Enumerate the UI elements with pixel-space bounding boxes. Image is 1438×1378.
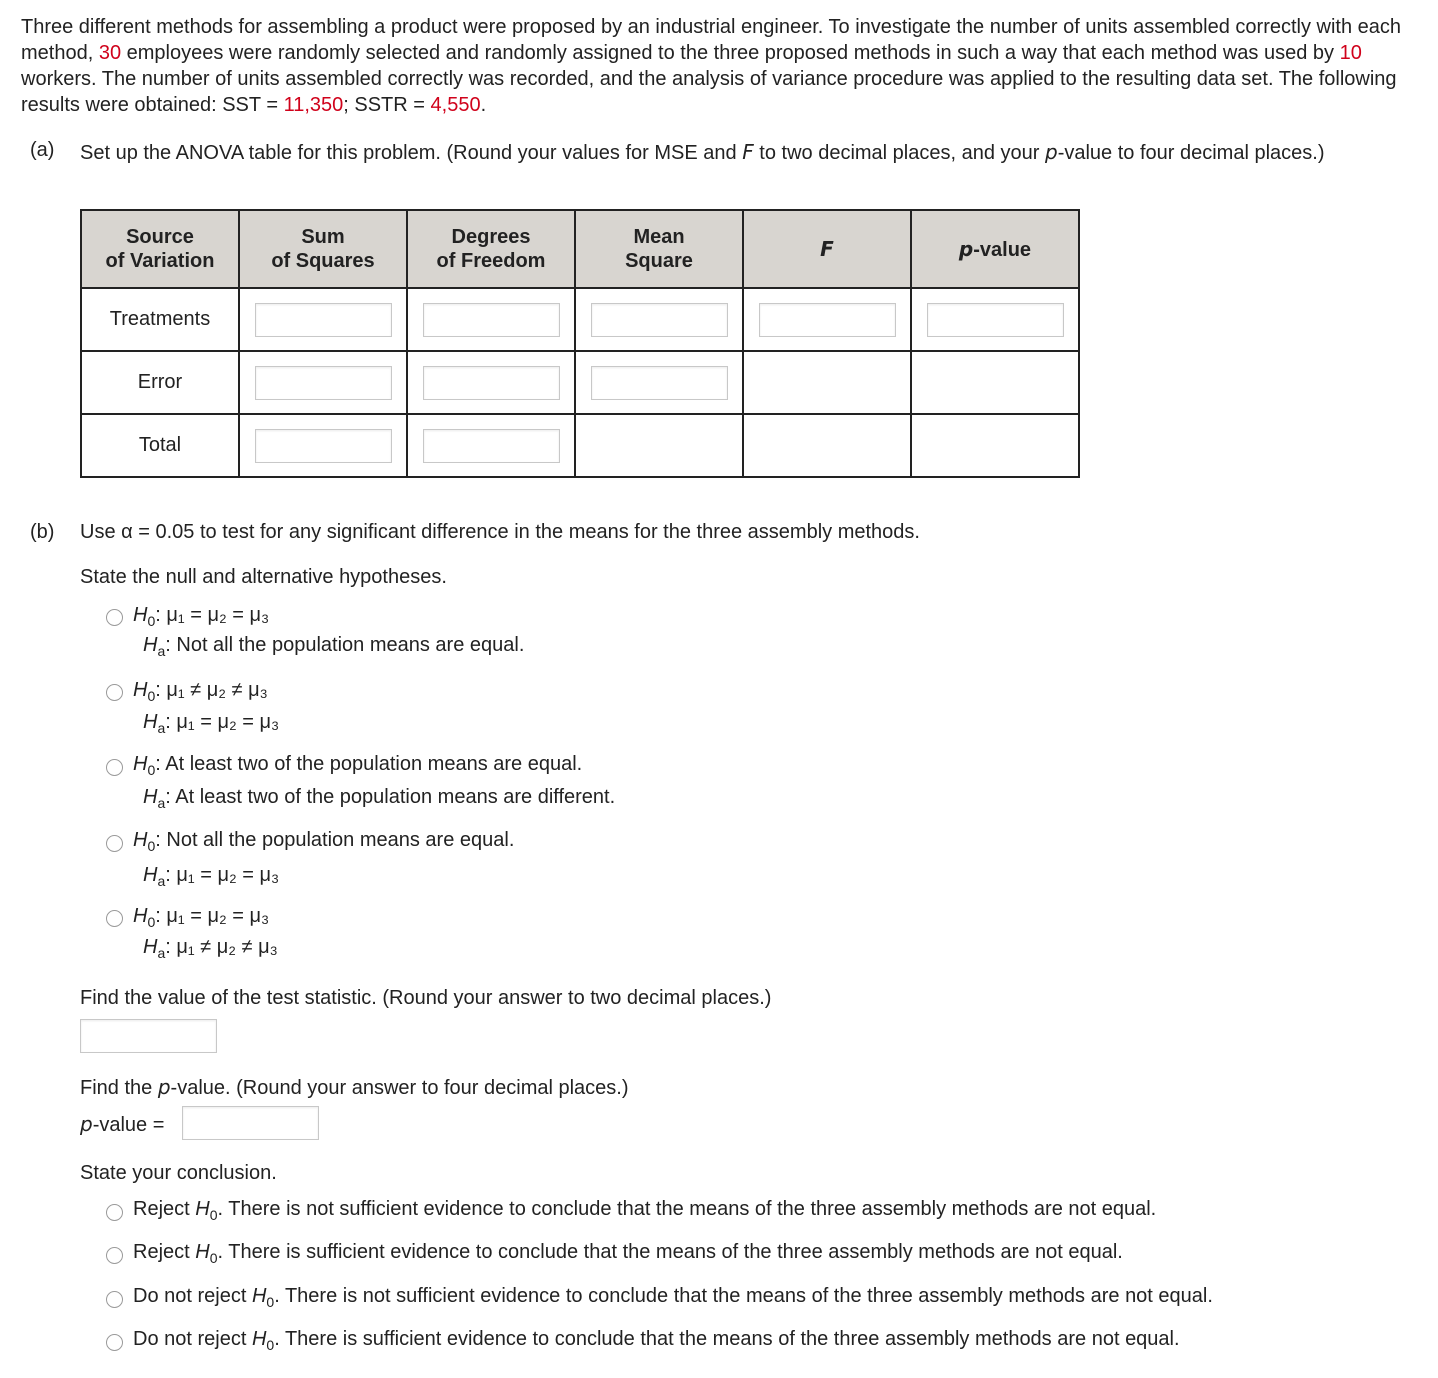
treatments-ss-input[interactable] bbox=[255, 303, 392, 337]
conclusion-option-2-radio[interactable] bbox=[106, 1247, 123, 1264]
hypothesis-option-1-radio[interactable] bbox=[106, 609, 123, 626]
hypothesis-option-2-alt: $H_a$: μ₁ = μ₂ = μ₃ bbox=[143, 711, 280, 736]
header-source: Source of Variation bbox=[81, 210, 239, 288]
workers-count: 10 bbox=[1339, 42, 1362, 64]
intro-text-1: Three different methods for assembling a product were proposed by an industrial engineer. To investigate the number of units assembled correctly with each method, bbox=[21, 16, 1402, 64]
treatments-df-input[interactable] bbox=[423, 303, 560, 337]
total-ss-input[interactable] bbox=[255, 429, 392, 463]
conclusion-option-4: Do not reject $H_0$. There is sufficient evidence to conclude that the means of the three assembly methods are not equal. bbox=[133, 1328, 1180, 1353]
conclusion-option-3-radio[interactable] bbox=[106, 1291, 123, 1308]
hypothesis-option-4-radio[interactable] bbox=[106, 835, 123, 852]
conclusion-option-3: Do not reject $H_0$. There is not sufficient evidence to conclude that the means of the three assembly methods are not equal. bbox=[133, 1285, 1213, 1310]
p-value-prompt: Find the p-value. (Round your answer to four decimal places.) bbox=[80, 1075, 629, 1099]
empty-cell bbox=[743, 351, 911, 414]
hypothesis-option-2-radio[interactable] bbox=[106, 684, 123, 701]
hypothesis-option-4-null: $H_0$: Not all the population means are equal. bbox=[133, 829, 515, 854]
treatments-f-input[interactable] bbox=[759, 303, 896, 337]
part-a-instructions bbox=[80, 139, 1410, 166]
intro-text-2: employees were randomly selected and randomly assigned to the three proposed methods in such a way that each method was used by bbox=[126, 42, 1335, 64]
conclusion-option-4-radio[interactable] bbox=[106, 1334, 123, 1351]
hypothesis-option-2-null: $H_0$: μ₁ ≠ μ₂ ≠ μ₃ bbox=[133, 679, 268, 704]
anova-header-row bbox=[81, 210, 1079, 288]
anova-table bbox=[80, 209, 1080, 478]
empty-cell bbox=[911, 414, 1079, 477]
empty-cell bbox=[575, 414, 743, 477]
row-treatments bbox=[81, 288, 1079, 351]
treatments-ms-input[interactable] bbox=[591, 303, 728, 337]
hypothesis-option-3-null: $H_0$: At least two of the population means are equal. bbox=[133, 753, 583, 778]
intro-text-4: ; SSTR = bbox=[343, 94, 425, 116]
hypothesis-option-3-radio[interactable] bbox=[106, 759, 123, 776]
part-a-label: (a) bbox=[30, 139, 55, 161]
conclusion-option-1: Reject $H_0$. There is not sufficient evidence to conclude that the means of the three assembly methods are not equal. bbox=[133, 1198, 1157, 1223]
hypothesis-option-5-radio[interactable] bbox=[106, 910, 123, 927]
header-degrees-of-freedom: Degrees of Freedom bbox=[407, 210, 575, 288]
employees-count: 30 bbox=[98, 42, 122, 64]
sstr-value: 4,550 bbox=[430, 94, 481, 116]
hypothesis-option-5-null: $H_0$: μ₁ = μ₂ = μ₃ bbox=[133, 905, 270, 930]
part-a-text-2: to two decimal places, and your bbox=[759, 142, 1040, 164]
hypothesis-option-1-alt: $H_a$: Not all the population means are equal. bbox=[143, 634, 525, 659]
p-letter: p bbox=[1045, 140, 1058, 164]
header-f: F bbox=[743, 210, 911, 288]
error-df-input[interactable] bbox=[423, 366, 560, 400]
sst-value: 11,350 bbox=[283, 94, 344, 116]
problem-statement bbox=[21, 14, 1421, 118]
hypothesis-option-5-alt: $H_a$: μ₁ ≠ μ₂ ≠ μ₃ bbox=[143, 936, 278, 961]
test-statistic-input[interactable] bbox=[80, 1019, 217, 1053]
alpha-instruction: Use α = 0.05 to test for any significant difference in the means for the three assembly methods. bbox=[80, 521, 920, 543]
error-ss-input[interactable] bbox=[255, 366, 392, 400]
f-letter: F bbox=[742, 140, 754, 164]
hypothesis-option-3-alt: $H_a$: At least two of the population means are different. bbox=[143, 786, 616, 811]
row-label-error: Error bbox=[81, 351, 239, 414]
conclusion-option-2: Reject $H_0$. There is sufficient evidence to conclude that the means of the three assembly methods are not equal. bbox=[133, 1241, 1123, 1266]
state-hypotheses-prompt: State the null and alternative hypotheses. bbox=[80, 566, 447, 588]
conclusion-prompt: State your conclusion. bbox=[80, 1162, 277, 1184]
empty-cell bbox=[743, 414, 911, 477]
row-total bbox=[81, 414, 1079, 477]
intro-text-5: . bbox=[480, 94, 487, 116]
total-df-input[interactable] bbox=[423, 429, 560, 463]
treatments-p-value-input[interactable] bbox=[927, 303, 1064, 337]
header-sum-of-squares: Sum of Squares bbox=[239, 210, 407, 288]
test-statistic-prompt: Find the value of the test statistic. (Round your answer to two decimal places.) bbox=[80, 987, 772, 1009]
hypothesis-option-1-null: $H_0$: μ₁ = μ₂ = μ₃ bbox=[133, 604, 270, 629]
part-a-text-3: -value to four decimal places.) bbox=[1057, 142, 1325, 164]
empty-cell bbox=[911, 351, 1079, 414]
header-mean-square: Mean Square bbox=[575, 210, 743, 288]
row-error bbox=[81, 351, 1079, 414]
hypothesis-option-4-alt: $H_a$: μ₁ = μ₂ = μ₃ bbox=[143, 864, 280, 889]
row-label-total: Total bbox=[81, 414, 239, 477]
row-label-treatments: Treatments bbox=[81, 288, 239, 351]
p-value-input[interactable] bbox=[182, 1106, 319, 1140]
p-value-label: p-value = bbox=[80, 1112, 165, 1136]
error-ms-input[interactable] bbox=[591, 366, 728, 400]
part-a-text-1: Set up the ANOVA table for this problem. (Round your values for MSE and bbox=[80, 142, 737, 164]
intro-text-3: workers. The number of units assembled correctly was recorded, and the analysis of variance procedure was applied to the resulting data set. The following results were obtained: SST = bbox=[21, 68, 1397, 116]
part-b-label: (b) bbox=[30, 521, 55, 543]
conclusion-option-1-radio[interactable] bbox=[106, 1204, 123, 1221]
header-p-value: p-value bbox=[911, 210, 1079, 288]
